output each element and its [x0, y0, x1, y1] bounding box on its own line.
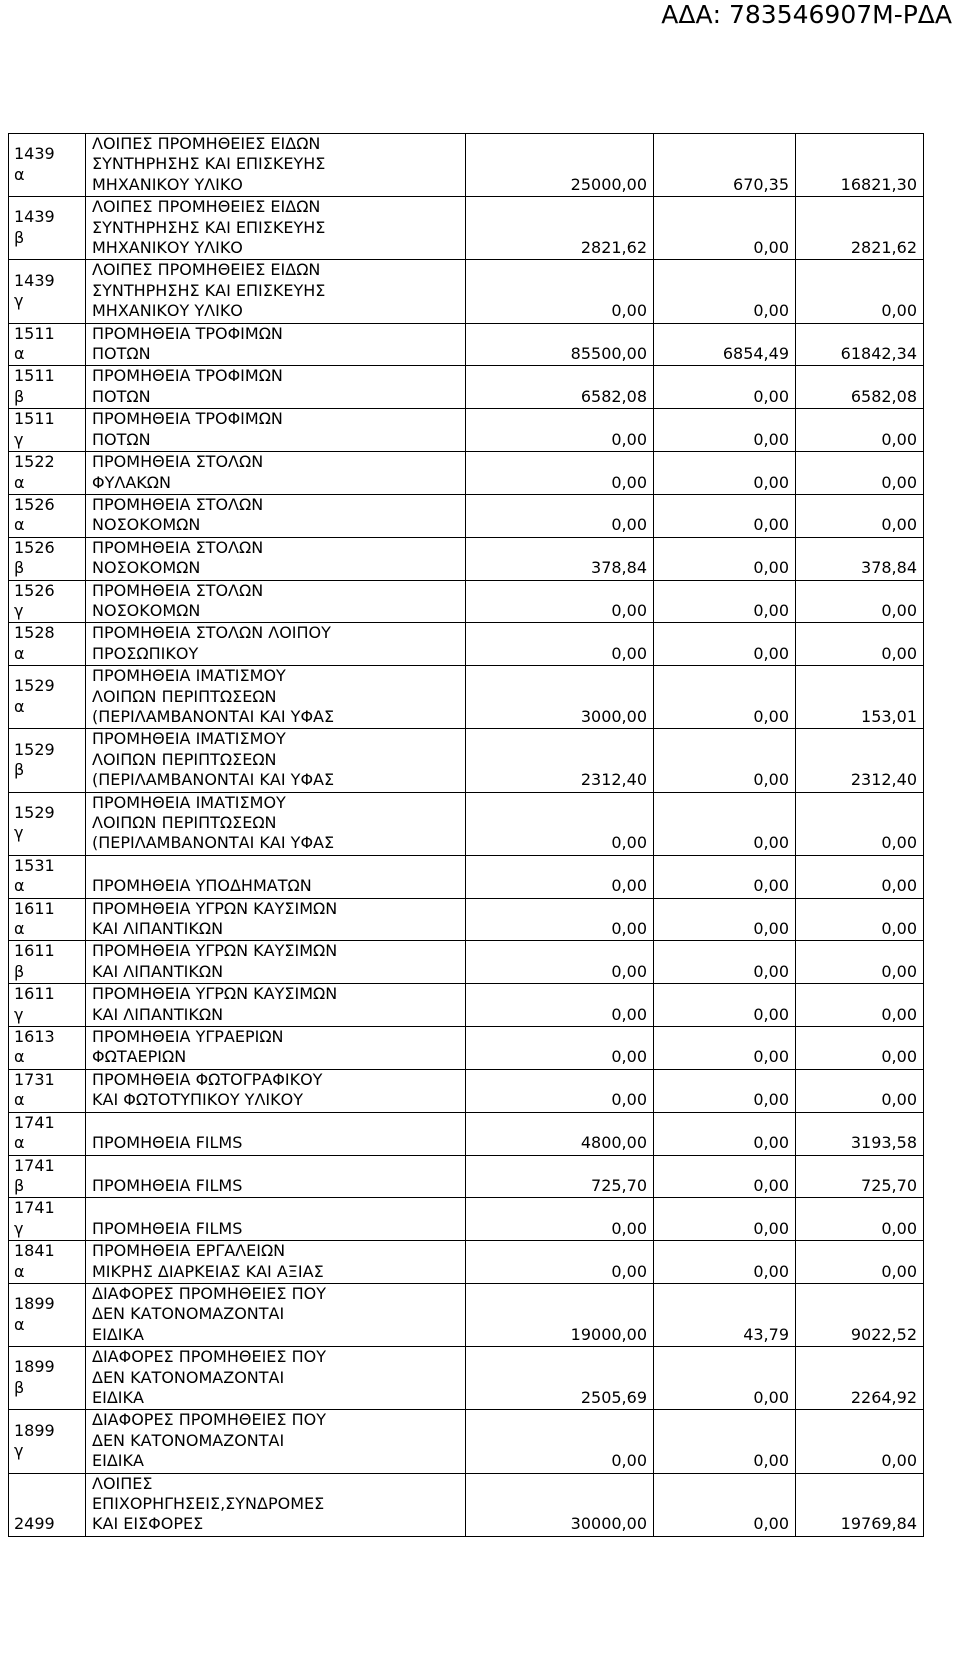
row-code-cell	[9, 1347, 86, 1410]
amount-3: 0,00	[796, 898, 924, 941]
description-line: ΜΗΧΑΝΙΚΟΥ ΥΛΙΚΟ	[92, 301, 243, 321]
row-description	[86, 1027, 466, 1070]
description-line: ΔΙΑΦΟΡΕΣ ΠΡΟΜΗΘΕΙΕΣ ΠΟΥ	[92, 1410, 326, 1430]
table-row	[9, 580, 924, 623]
description-line: ΠΡΟΜΗΘΕΙΑ ΙΜΑΤΙΣΜΟΥ	[92, 729, 286, 749]
amount-2: 0,00	[654, 1069, 796, 1112]
description-line: ΠΡΟΜΗΘΕΙΑ ΥΓΡΩΝ ΚΑΥΣΙΜΩΝ	[92, 941, 338, 961]
amount-3: 0,00	[796, 452, 924, 495]
table-row	[9, 941, 924, 984]
description-line: ΣΥΝΤΗΡΗΣΗΣ ΚΑΙ ΕΠΙΣΚΕΥΗΣ	[92, 217, 326, 237]
amount-2: 0,00	[654, 666, 796, 729]
row-subcode: α	[14, 1090, 25, 1110]
amount-2: 670,35	[654, 134, 796, 197]
row-description	[86, 898, 466, 941]
amount-1: 0,00	[466, 792, 654, 855]
description-line: ΠΡΟΜΗΘΕΙΑ ΣΤΟΛΩΝ	[92, 452, 264, 472]
row-description	[86, 134, 466, 197]
row-code-cell	[9, 623, 86, 666]
amount-2: 0,00	[654, 984, 796, 1027]
amount-3: 0,00	[796, 409, 924, 452]
amount-2: 0,00	[654, 1241, 796, 1284]
row-subcode: β	[14, 1175, 25, 1195]
description-line: ΠΡΟΜΗΘΕΙΑ ΣΤΟΛΩΝ ΛΟΙΠΟΥ	[92, 623, 331, 643]
amount-2: 0,00	[654, 409, 796, 452]
amount-1: 3000,00	[466, 666, 654, 729]
amount-3: 0,00	[796, 1069, 924, 1112]
row-subcode: α	[14, 472, 25, 492]
row-code: 1611	[14, 941, 55, 961]
amount-3: 0,00	[796, 260, 924, 323]
row-code: 1511	[14, 409, 55, 429]
table-row	[9, 1347, 924, 1410]
description-line: ΠΡΟΜΗΘΕΙΑ ΥΠΟΔΗΜΑΤΩΝ	[92, 876, 312, 896]
amount-2: 0,00	[654, 1347, 796, 1410]
row-description	[86, 1155, 466, 1198]
amount-1: 0,00	[466, 623, 654, 666]
table-row	[9, 1198, 924, 1241]
ada-number: ΑΔΑ: 783546907Μ-ΡΔΑ	[661, 0, 952, 29]
row-code: 1511	[14, 366, 55, 386]
row-code-cell	[9, 323, 86, 366]
row-subcode: γ	[14, 291, 24, 311]
row-code-cell	[9, 855, 86, 898]
table-row	[9, 855, 924, 898]
amount-1: 378,84	[466, 537, 654, 580]
description-line: ΠΡΟΜΗΘΕΙΑ FILMS	[92, 1175, 243, 1195]
row-description	[86, 1473, 466, 1536]
row-code-cell	[9, 537, 86, 580]
description-line: ΠΡΟΜΗΘΕΙΑ ΣΤΟΛΩΝ	[92, 580, 264, 600]
row-code-cell	[9, 366, 86, 409]
row-code: 1841	[14, 1241, 55, 1261]
row-description	[86, 623, 466, 666]
row-subcode: α	[14, 919, 25, 939]
row-subcode: β	[14, 558, 25, 578]
description-line: ΠΡΟΜΗΘΕΙΑ ΣΤΟΛΩΝ	[92, 537, 264, 557]
amount-3: 0,00	[796, 855, 924, 898]
amount-3: 0,00	[796, 580, 924, 623]
row-code: 1511	[14, 323, 55, 343]
row-code: 1741	[14, 1198, 55, 1218]
description-line: ΠΡΟΜΗΘΕΙΑ ΙΜΑΤΙΣΜΟΥ	[92, 792, 286, 812]
amount-1: 0,00	[466, 855, 654, 898]
row-description	[86, 792, 466, 855]
row-code-cell	[9, 984, 86, 1027]
description-line: ΜΙΚΡΗΣ ΔΙΑΡΚΕΙΑΣ ΚΑΙ ΑΞΙΑΣ	[92, 1261, 324, 1281]
description-line: ΠΟΤΩΝ	[92, 429, 151, 449]
row-subcode: γ	[14, 1004, 24, 1024]
amount-2: 0,00	[654, 941, 796, 984]
amount-3: 16821,30	[796, 134, 924, 197]
row-code-cell	[9, 1027, 86, 1070]
row-subcode: α	[14, 515, 25, 535]
row-description	[86, 409, 466, 452]
row-code: 1741	[14, 1112, 55, 1132]
row-code: 1522	[14, 452, 55, 472]
table-row	[9, 729, 924, 792]
amount-1: 4800,00	[466, 1112, 654, 1155]
description-line: ΝΟΣΟΚΟΜΩΝ	[92, 515, 201, 535]
row-description	[86, 941, 466, 984]
description-line: ΠΟΤΩΝ	[92, 344, 151, 364]
amount-2: 0,00	[654, 366, 796, 409]
description-line: ΕΠΙΧΟΡΗΓΗΣΕΙΣ,ΣΥΝΔΡΟΜΕΣ	[92, 1494, 325, 1513]
amount-3: 2821,62	[796, 197, 924, 260]
description-line: ΛΟΙΠΕΣ ΠΡΟΜΗΘΕΙΕΣ ΕΙΔΩΝ	[92, 260, 321, 280]
amount-1: 2505,69	[466, 1347, 654, 1410]
description-line: ΔΕΝ ΚΑΤΟΝΟΜΑΖΟΝΤΑΙ	[92, 1430, 285, 1450]
amount-2: 0,00	[654, 729, 796, 792]
row-subcode: α	[14, 164, 25, 184]
row-code: 1611	[14, 984, 55, 1004]
amount-3: 0,00	[796, 1410, 924, 1473]
table-row	[9, 1027, 924, 1070]
amount-2: 0,00	[654, 1410, 796, 1473]
row-description	[86, 984, 466, 1027]
description-line: ΕΙΔΙΚΑ	[92, 1451, 144, 1471]
row-description	[86, 1283, 466, 1346]
description-line: ΕΙΔΙΚΑ	[92, 1387, 144, 1407]
table-row	[9, 366, 924, 409]
amount-2: 0,00	[654, 580, 796, 623]
amount-1: 0,00	[466, 452, 654, 495]
amount-3: 19769,84	[796, 1473, 924, 1536]
description-line: ΝΟΣΟΚΟΜΩΝ	[92, 600, 201, 620]
description-line: ΠΡΟΜΗΘΕΙΑ ΥΓΡΩΝ ΚΑΥΣΙΜΩΝ	[92, 984, 338, 1004]
table-row	[9, 134, 924, 197]
row-code-cell	[9, 941, 86, 984]
row-subcode: β	[14, 759, 25, 779]
amount-2: 0,00	[654, 1155, 796, 1198]
amount-3: 3193,58	[796, 1112, 924, 1155]
table-row	[9, 1241, 924, 1284]
row-code-cell	[9, 452, 86, 495]
amount-2: 0,00	[654, 1112, 796, 1155]
row-code: 1526	[14, 537, 55, 557]
amount-1: 19000,00	[466, 1283, 654, 1346]
table-row	[9, 537, 924, 580]
amount-3: 0,00	[796, 792, 924, 855]
description-line: ΛΟΙΠΕΣ ΠΡΟΜΗΘΕΙΕΣ ΕΙΔΩΝ	[92, 134, 321, 153]
amount-2: 6854,49	[654, 323, 796, 366]
description-line: ΠΡΟΜΗΘΕΙΑ ΥΓΡΑΕΡΙΩΝ	[92, 1027, 284, 1047]
amount-1: 0,00	[466, 409, 654, 452]
row-description	[86, 580, 466, 623]
amount-3: 153,01	[796, 666, 924, 729]
row-code: 1439	[14, 270, 55, 290]
description-line: ΠΡΟΜΗΘΕΙΑ ΤΡΟΦΙΜΩΝ	[92, 409, 283, 429]
description-line: ΚΑΙ ΛΙΠΑΝΤΙΚΩΝ	[92, 961, 224, 981]
table-row	[9, 260, 924, 323]
row-code-cell	[9, 1473, 86, 1536]
description-line: ΜΗΧΑΝΙΚΟΥ ΥΛΙΚΟ	[92, 174, 243, 194]
amount-3: 2312,40	[796, 729, 924, 792]
row-code: 1439	[14, 144, 55, 164]
budget-table-container	[8, 133, 924, 1537]
description-line: ΣΥΝΤΗΡΗΣΗΣ ΚΑΙ ΕΠΙΣΚΕΥΗΣ	[92, 154, 326, 174]
description-line: ΠΡΟΜΗΘΕΙΑ ΦΩΤΟΓΡΑΦΙΚΟΥ	[92, 1069, 323, 1089]
amount-1: 0,00	[466, 1198, 654, 1241]
amount-1: 0,00	[466, 898, 654, 941]
table-row	[9, 1283, 924, 1346]
row-code-cell	[9, 898, 86, 941]
amount-3: 0,00	[796, 1027, 924, 1070]
row-description	[86, 494, 466, 537]
row-description	[86, 366, 466, 409]
amount-2: 0,00	[654, 260, 796, 323]
table-row	[9, 1473, 924, 1536]
amount-3: 0,00	[796, 623, 924, 666]
row-code: 1528	[14, 623, 55, 643]
table-row	[9, 452, 924, 495]
amount-1: 25000,00	[466, 134, 654, 197]
description-line: ΔΙΑΦΟΡΕΣ ΠΡΟΜΗΘΕΙΕΣ ΠΟΥ	[92, 1347, 326, 1367]
amount-2: 0,00	[654, 792, 796, 855]
row-code-cell	[9, 1112, 86, 1155]
row-code: 1731	[14, 1069, 55, 1089]
amount-3: 0,00	[796, 1241, 924, 1284]
row-code: 1611	[14, 898, 55, 918]
description-line: (ΠΕΡΙΛΑΜΒΑΝΟΝΤΑΙ ΚΑΙ ΥΦΑΣ	[92, 706, 335, 726]
description-line: ΛΟΙΠΩΝ ΠΕΡΙΠΤΩΣΕΩΝ	[92, 749, 277, 769]
row-code-cell	[9, 409, 86, 452]
amount-1: 0,00	[466, 580, 654, 623]
row-subcode: γ	[14, 600, 24, 620]
row-description	[86, 323, 466, 366]
description-line: ΕΙΔΙΚΑ	[92, 1324, 144, 1344]
amount-2: 0,00	[654, 1473, 796, 1536]
amount-1: 2312,40	[466, 729, 654, 792]
amount-1: 0,00	[466, 1027, 654, 1070]
amount-1: 30000,00	[466, 1473, 654, 1536]
amount-1: 0,00	[466, 1241, 654, 1284]
row-subcode: α	[14, 696, 25, 716]
budget-table-body	[9, 134, 924, 1537]
amount-2: 0,00	[654, 1027, 796, 1070]
amount-2: 0,00	[654, 452, 796, 495]
row-code: 1531	[14, 855, 55, 875]
row-code-cell	[9, 1283, 86, 1346]
amount-2: 0,00	[654, 494, 796, 537]
amount-2: 0,00	[654, 855, 796, 898]
row-subcode: α	[14, 1261, 25, 1281]
row-code: 1529	[14, 802, 55, 822]
row-description	[86, 1112, 466, 1155]
description-line: ΚΑΙ ΦΩΤΟΤΥΠΙΚΟΥ ΥΛΙΚΟΥ	[92, 1090, 303, 1110]
row-code-cell	[9, 580, 86, 623]
description-line: ΦΩΤΑΕΡΙΩΝ	[92, 1047, 187, 1067]
row-code-cell	[9, 197, 86, 260]
description-line: ΠΡΟΜΗΘΕΙΑ ΥΓΡΩΝ ΚΑΥΣΙΜΩΝ	[92, 898, 338, 918]
amount-1: 0,00	[466, 494, 654, 537]
amount-3: 61842,34	[796, 323, 924, 366]
row-subcode: β	[14, 227, 25, 247]
row-description	[86, 537, 466, 580]
description-line: ΔΙΑΦΟΡΕΣ ΠΡΟΜΗΘΕΙΕΣ ΠΟΥ	[92, 1283, 326, 1303]
description-line: ΠΟΤΩΝ	[92, 386, 151, 406]
table-row	[9, 197, 924, 260]
amount-3: 9022,52	[796, 1283, 924, 1346]
row-code-cell	[9, 792, 86, 855]
description-line: ΦΥΛΑΚΩΝ	[92, 472, 171, 492]
description-line: ΚΑΙ ΕΙΣΦΟΡΕΣ	[92, 1514, 204, 1534]
row-code: 1613	[14, 1027, 55, 1047]
row-subcode: β	[14, 386, 25, 406]
amount-3: 2264,92	[796, 1347, 924, 1410]
row-code-cell	[9, 729, 86, 792]
amount-2: 43,79	[654, 1283, 796, 1346]
amount-3: 0,00	[796, 984, 924, 1027]
row-code-cell	[9, 1198, 86, 1241]
table-row	[9, 984, 924, 1027]
table-row	[9, 1410, 924, 1473]
amount-3: 725,70	[796, 1155, 924, 1198]
amount-3: 6582,08	[796, 366, 924, 409]
description-line: ΠΡΟΜΗΘΕΙΑ ΤΡΟΦΙΜΩΝ	[92, 366, 283, 386]
amount-3: 0,00	[796, 494, 924, 537]
row-code: 1899	[14, 1420, 55, 1440]
row-subcode: γ	[14, 1218, 24, 1238]
description-line: ΚΑΙ ΛΙΠΑΝΤΙΚΩΝ	[92, 1004, 224, 1024]
amount-1: 2821,62	[466, 197, 654, 260]
table-row	[9, 1155, 924, 1198]
row-subcode: γ	[14, 823, 24, 843]
row-description	[86, 452, 466, 495]
description-line: ΠΡΟΜΗΘΕΙΑ ΣΤΟΛΩΝ	[92, 494, 264, 514]
description-line: ΛΟΙΠΕΣ ΠΡΟΜΗΘΕΙΕΣ ΕΙΔΩΝ	[92, 197, 321, 217]
table-row	[9, 898, 924, 941]
row-code-cell	[9, 260, 86, 323]
description-line: ΔΕΝ ΚΑΤΟΝΟΜΑΖΟΝΤΑΙ	[92, 1367, 285, 1387]
description-line: ΠΡΟΜΗΘΕΙΑ ΤΡΟΦΙΜΩΝ	[92, 323, 283, 343]
description-line: ΚΑΙ ΛΙΠΑΝΤΙΚΩΝ	[92, 919, 224, 939]
row-subcode: α	[14, 643, 25, 663]
row-code-cell	[9, 1069, 86, 1112]
row-code: 1529	[14, 739, 55, 759]
row-code: 1529	[14, 676, 55, 696]
budget-table	[8, 133, 924, 1537]
row-description	[86, 729, 466, 792]
description-line: ΠΡΟΜΗΘΕΙΑ FILMS	[92, 1133, 243, 1153]
table-row	[9, 409, 924, 452]
row-subcode: α	[14, 1133, 25, 1153]
amount-2: 0,00	[654, 197, 796, 260]
row-code-cell	[9, 494, 86, 537]
table-row	[9, 792, 924, 855]
amount-3: 378,84	[796, 537, 924, 580]
description-line: ΝΟΣΟΚΟΜΩΝ	[92, 558, 201, 578]
amount-1: 6582,08	[466, 366, 654, 409]
row-code-cell	[9, 666, 86, 729]
row-description	[86, 1069, 466, 1112]
description-line: ΔΕΝ ΚΑΤΟΝΟΜΑΖΟΝΤΑΙ	[92, 1304, 285, 1324]
description-line: ΠΡΟΜΗΘΕΙΑ FILMS	[92, 1218, 243, 1238]
row-subcode: β	[14, 961, 25, 981]
row-code-cell	[9, 134, 86, 197]
row-subcode: γ	[14, 429, 24, 449]
row-code-cell	[9, 1155, 86, 1198]
amount-2: 0,00	[654, 1198, 796, 1241]
amount-1: 0,00	[466, 260, 654, 323]
amount-2: 0,00	[654, 898, 796, 941]
table-row	[9, 494, 924, 537]
description-line: ΠΡΟΣΩΠΙΚΟΥ	[92, 643, 199, 663]
row-description	[86, 1241, 466, 1284]
amount-1: 0,00	[466, 941, 654, 984]
table-row	[9, 623, 924, 666]
table-row	[9, 1069, 924, 1112]
amount-1: 85500,00	[466, 323, 654, 366]
amount-3: 0,00	[796, 1198, 924, 1241]
row-description	[86, 197, 466, 260]
row-code: 1439	[14, 207, 55, 227]
row-code: 1526	[14, 580, 55, 600]
amount-2: 0,00	[654, 623, 796, 666]
row-description	[86, 1198, 466, 1241]
row-subcode: α	[14, 1047, 25, 1067]
description-line: ΛΟΙΠΩΝ ΠΕΡΙΠΤΩΣΕΩΝ	[92, 686, 277, 706]
row-subcode: α	[14, 876, 25, 896]
row-description	[86, 1347, 466, 1410]
row-code: 1741	[14, 1155, 55, 1175]
row-description	[86, 260, 466, 323]
row-code: 2499	[14, 1514, 55, 1534]
description-line: ΜΗΧΑΝΙΚΟΥ ΥΛΙΚΟ	[92, 238, 243, 258]
row-description	[86, 666, 466, 729]
description-line: ΛΟΙΠΩΝ ΠΕΡΙΠΤΩΣΕΩΝ	[92, 813, 277, 832]
row-description	[86, 855, 466, 898]
amount-1: 0,00	[466, 984, 654, 1027]
row-subcode: γ	[14, 1440, 24, 1460]
description-line: ΣΥΝΤΗΡΗΣΗΣ ΚΑΙ ΕΠΙΣΚΕΥΗΣ	[92, 280, 326, 300]
amount-2: 0,00	[654, 537, 796, 580]
amount-1: 0,00	[466, 1410, 654, 1473]
row-subcode: α	[14, 344, 25, 364]
description-line: ΠΡΟΜΗΘΕΙΑ ΙΜΑΤΙΣΜΟΥ	[92, 666, 286, 686]
table-row	[9, 323, 924, 366]
row-code: 1899	[14, 1294, 55, 1314]
amount-1: 0,00	[466, 1069, 654, 1112]
row-code: 1899	[14, 1357, 55, 1377]
description-line: ΛΟΙΠΕΣ	[92, 1473, 153, 1493]
description-line: (ΠΕΡΙΛΑΜΒΑΝΟΝΤΑΙ ΚΑΙ ΥΦΑΣ	[92, 770, 335, 790]
row-description	[86, 1410, 466, 1473]
amount-3: 0,00	[796, 941, 924, 984]
row-subcode: α	[14, 1314, 25, 1334]
description-line: ΠΡΟΜΗΘΕΙΑ ΕΡΓΑΛΕΙΩΝ	[92, 1241, 286, 1261]
table-row	[9, 666, 924, 729]
row-code: 1526	[14, 494, 55, 514]
row-code-cell	[9, 1241, 86, 1284]
row-subcode: β	[14, 1377, 25, 1397]
table-row	[9, 1112, 924, 1155]
row-code-cell	[9, 1410, 86, 1473]
description-line: (ΠΕΡΙΛΑΜΒΑΝΟΝΤΑΙ ΚΑΙ ΥΦΑΣ	[92, 833, 335, 853]
amount-1: 725,70	[466, 1155, 654, 1198]
